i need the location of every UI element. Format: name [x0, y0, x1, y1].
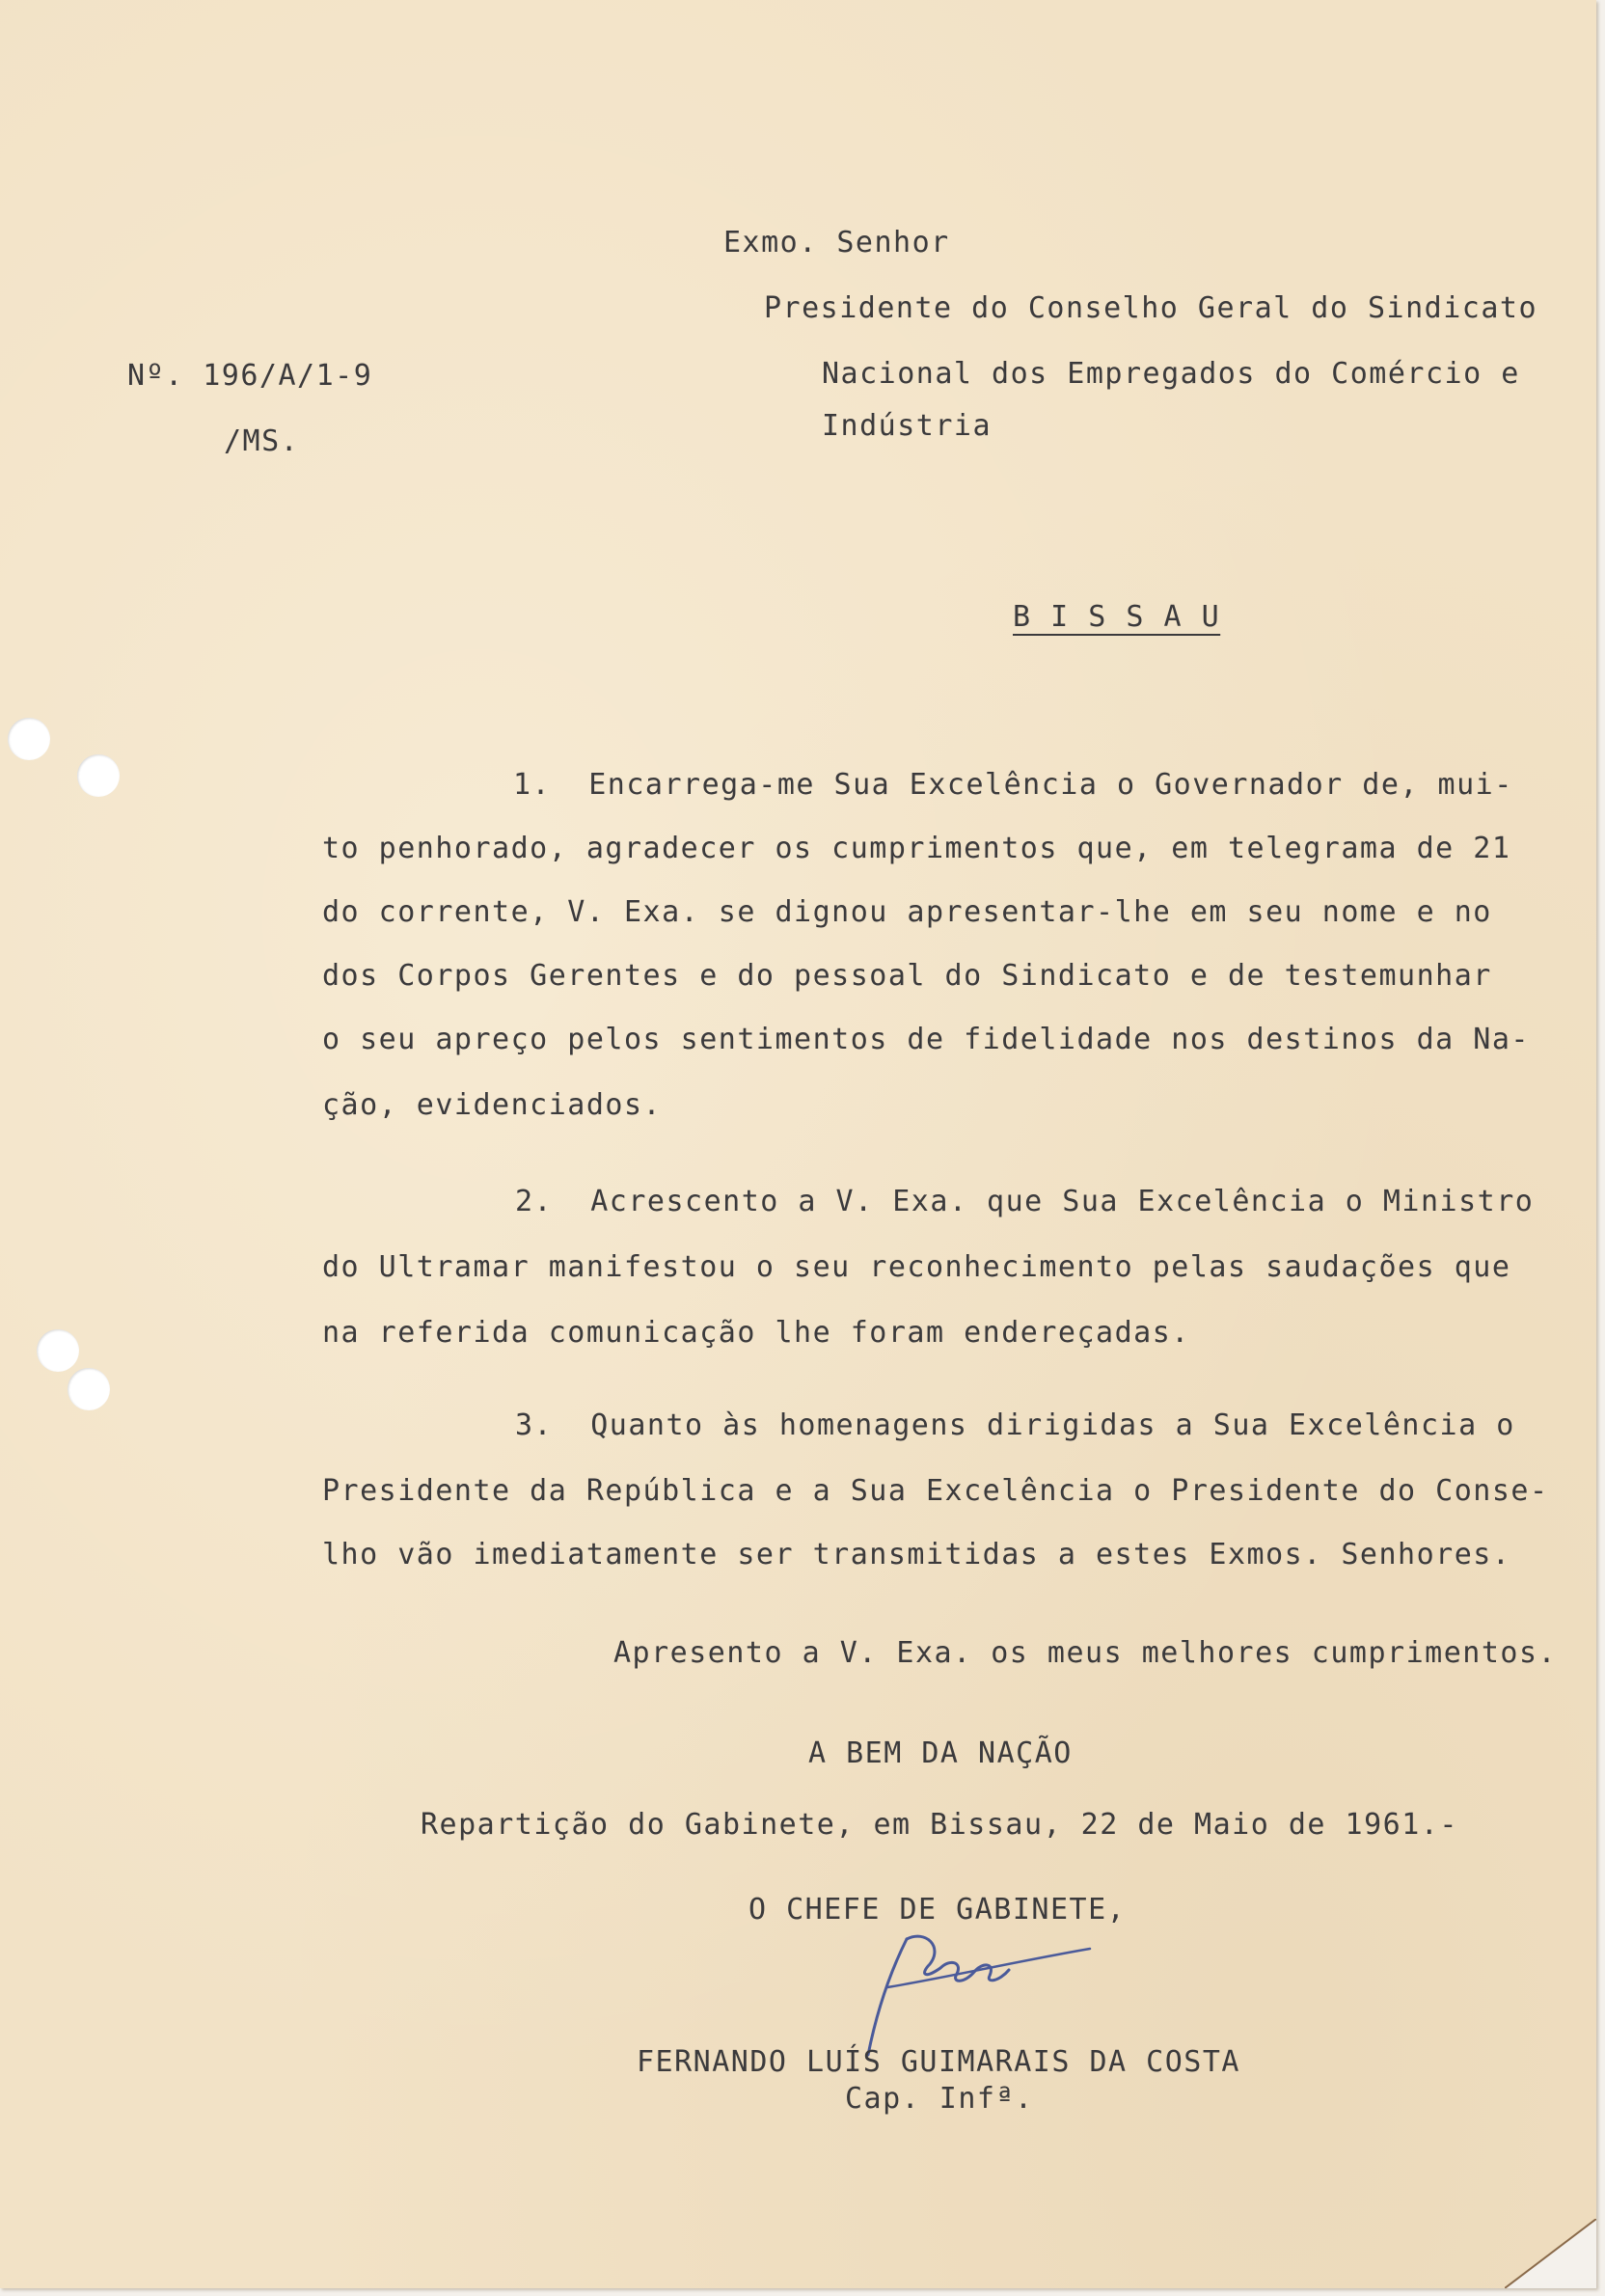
- paragraph-line: o seu apreço pelos sentimentos de fidelidade nos destinos da Na-: [322, 1023, 1530, 1056]
- closing-line: Apresento a V. Exa. os meus melhores cumprimentos.: [613, 1636, 1558, 1670]
- folded-corner: [1505, 2219, 1596, 2288]
- signatory-title: O CHEFE DE GABINETE,: [748, 1893, 1127, 1927]
- addressee-line-3: Indústria: [822, 409, 993, 443]
- handwritten-signature: [849, 1920, 1109, 2064]
- paragraph-line: 3. Quanto às homenagens dirigidas a Sua Excelência o: [515, 1408, 1515, 1442]
- paragraph-line: to penhorado, agradecer os cumprimentos que, em telegrama de 21: [322, 832, 1511, 865]
- paragraph-line: do Ultramar manifestou o seu reconhecimento pelas saudações que: [322, 1250, 1511, 1284]
- city-heading: B I S S A U: [1013, 600, 1221, 634]
- addressee-line-1: Presidente do Conselho Geral do Sindicato: [764, 291, 1538, 325]
- punch-hole-2: [77, 754, 120, 797]
- paragraph-line: Presidente da República e a Sua Excelência o Presidente do Conse-: [322, 1474, 1549, 1508]
- paragraph-line: dos Corpos Gerentes e do pessoal do Sindicato e de testemunhar: [322, 959, 1492, 993]
- addressee-line-2: Nacional dos Empregados do Comércio e: [822, 357, 1520, 391]
- reference-number: Nº. 196/A/1-9: [127, 359, 373, 393]
- signatory-name: FERNANDO LUÍS GUIMARAIS DA COSTA: [637, 2045, 1240, 2079]
- punch-hole-4: [68, 1368, 110, 1410]
- paragraph-line: 2. Acrescento a V. Exa. que Sua Excelência o Ministro: [515, 1185, 1535, 1218]
- motto: A BEM DA NAÇÃO: [808, 1736, 1073, 1770]
- reference-suffix: /MS.: [224, 424, 300, 458]
- punch-hole-3: [37, 1329, 79, 1372]
- signatory-rank: Cap. Infª.: [845, 2082, 1034, 2116]
- paragraph-line: lho vão imediatamente ser transmitidas a estes Exmos. Senhores.: [322, 1538, 1511, 1572]
- punch-hole-1: [8, 718, 50, 760]
- salutation: Exmo. Senhor: [723, 226, 950, 260]
- paragraph-line: na referida comunicação lhe foram endereçadas.: [322, 1316, 1190, 1350]
- paragraph-line: do corrente, V. Exa. se dignou apresentar-lhe em seu nome e no: [322, 895, 1492, 929]
- place-date: Repartição do Gabinete, em Bissau, 22 de Maio de 1961.-: [421, 1808, 1458, 1842]
- paragraph-line: ção, evidenciados.: [322, 1088, 663, 1122]
- paragraph-line: 1. Encarrega-me Sua Excelência o Governador de, mui-: [513, 768, 1513, 802]
